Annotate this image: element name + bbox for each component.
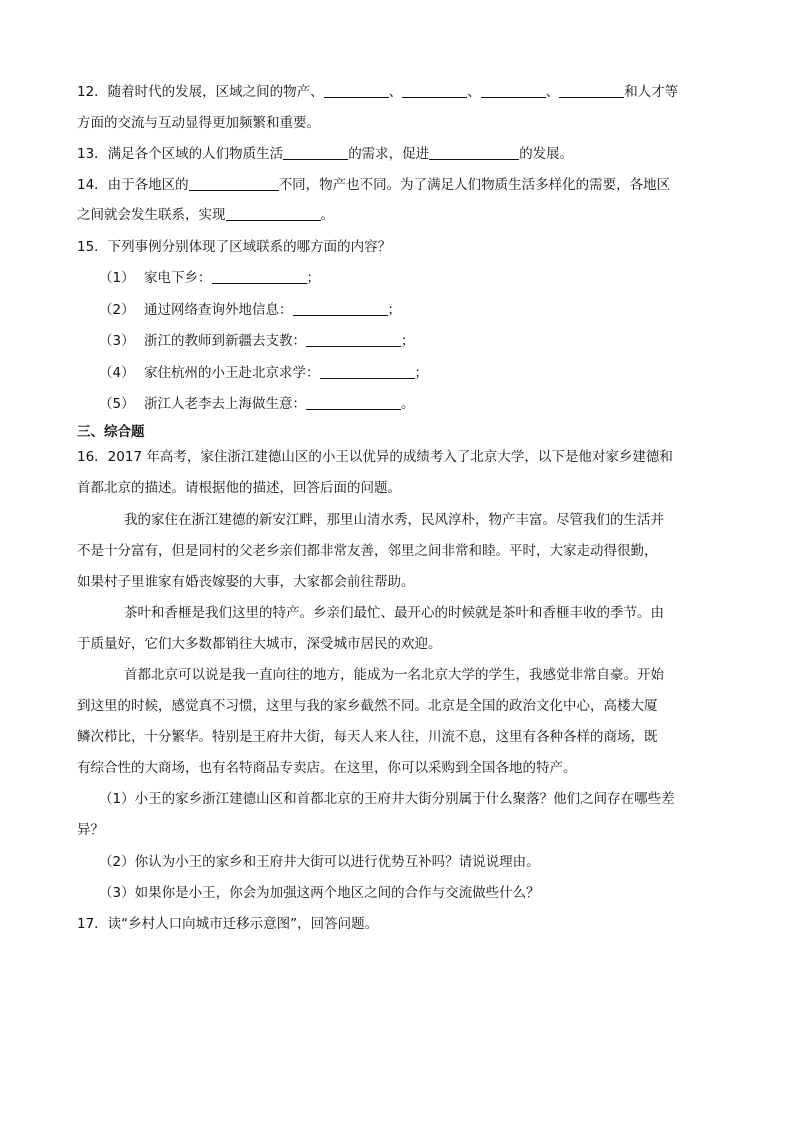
answer-blank[interactable] bbox=[283, 145, 348, 160]
answer-blank[interactable] bbox=[293, 301, 388, 316]
passage-line: 鳞次栉比，十分繁华。特别是王府井大街，每天人来人往，川流不息，这里有各种各样的商场，既 bbox=[77, 729, 658, 745]
question-14-line-1: 14．由于各地区的 不同，物产也不同。为了满足人们物质生活多样化的需要，各地区 bbox=[77, 177, 671, 193]
passage-line: 于质量好，它们大多数都销往大城市，深受城市居民的欢迎。 bbox=[77, 636, 442, 652]
answer-blank[interactable] bbox=[226, 206, 321, 221]
passage-line: 不是十分富有，但是同村的父老乡亲们都非常友善，邻里之间非常和睦。平时，大家走动得很勤， bbox=[77, 543, 658, 559]
answer-blank[interactable] bbox=[306, 395, 401, 410]
answer-blank[interactable] bbox=[189, 176, 279, 191]
question-13: 13．满足各个区域的人们物质生活 的需求，促进 的发展。 bbox=[77, 146, 574, 162]
question-12-line-1: 12．随着时代的发展，区域之间的物产、 、 、 、 和人才等 bbox=[77, 84, 679, 100]
answer-blank[interactable] bbox=[306, 332, 401, 347]
passage-line: 有综合性的大商场，也有名特商品专卖店。在这里，你可以采购到全国各地的特产。 bbox=[77, 760, 577, 776]
question-12-line-2: 方面的交流与互动显得更加频繁和重要。 bbox=[77, 115, 320, 131]
passage-line: 如果村子里谁家有婚丧嫁娶的大事，大家都会前往帮助。 bbox=[77, 574, 415, 590]
question-15-item: （1） 家电下乡： ； bbox=[99, 270, 320, 286]
question-16-stem-line-2: 首都北京的描述。请根据他的描述，回答后面的问题。 bbox=[77, 480, 401, 496]
question-17: 17．读“乡村人口向城市迁移示意图”，回答问题。 bbox=[77, 916, 379, 932]
passage-line: 到这里的时候，感觉真不习惯，这里与我的家乡截然不同。北京是全国的政治文化中心，高楼大厦 bbox=[77, 698, 658, 714]
question-15-item: （2） 通过网络查询外地信息： ； bbox=[99, 302, 401, 318]
answer-blank[interactable] bbox=[559, 83, 624, 98]
answer-blank[interactable] bbox=[324, 83, 389, 98]
question-15-item: （4） 家住杭州的小王赴北京求学： ； bbox=[99, 365, 428, 381]
sub-question-2: （2）你认为小王的家乡和王府井大街可以进行优势互补吗？请说说理由。 bbox=[99, 854, 540, 870]
question-14-line-2: 之间就会发生联系，实现 。 bbox=[77, 207, 334, 223]
passage-line: 我的家住在浙江建德的新安江畔，那里山清水秀，民风淳朴，物产丰富。尽管我们的生活并 bbox=[124, 512, 664, 528]
answer-blank[interactable] bbox=[320, 364, 415, 379]
sub-question-1: （1）小王的家乡浙江建德山区和首都北京的王府井大街分别属于什么聚落？他们之间存在哪些差 bbox=[99, 791, 675, 807]
question-15-item: （5） 浙江人老李去上海做生意： 。 bbox=[99, 396, 415, 412]
answer-blank[interactable] bbox=[402, 83, 467, 98]
answer-blank[interactable] bbox=[212, 269, 307, 284]
question-15-item: （3） 浙江的教师到新疆去支教： ； bbox=[99, 333, 415, 349]
passage-line: 茶叶和香榧是我们这里的特产。乡亲们最忙、最开心的时候就是茶叶和香榧丰收的季节。由 bbox=[124, 605, 664, 621]
passage-line: 首都北京可以说是我一直向往的地方，能成为一名北京大学的学生，我感觉非常自豪。开始 bbox=[124, 667, 664, 683]
sub-question-3: （3）如果你是小王，你会为加强这两个地区之间的合作与交流做些什么？ bbox=[99, 885, 540, 901]
question-16-stem-line-1: 16．2017 年高考，家住浙江建德山区的小王以优异的成绩考入了北京大学，以下是他对家乡建德和 bbox=[77, 449, 673, 465]
answer-blank[interactable] bbox=[481, 83, 546, 98]
sub-question-1-cont: 异？ bbox=[77, 822, 104, 838]
section-heading: 三、综合题 bbox=[77, 424, 145, 440]
answer-blank[interactable] bbox=[429, 145, 519, 160]
question-15-stem: 15．下列事例分别体现了区域联系的哪方面的内容？ bbox=[77, 239, 392, 255]
